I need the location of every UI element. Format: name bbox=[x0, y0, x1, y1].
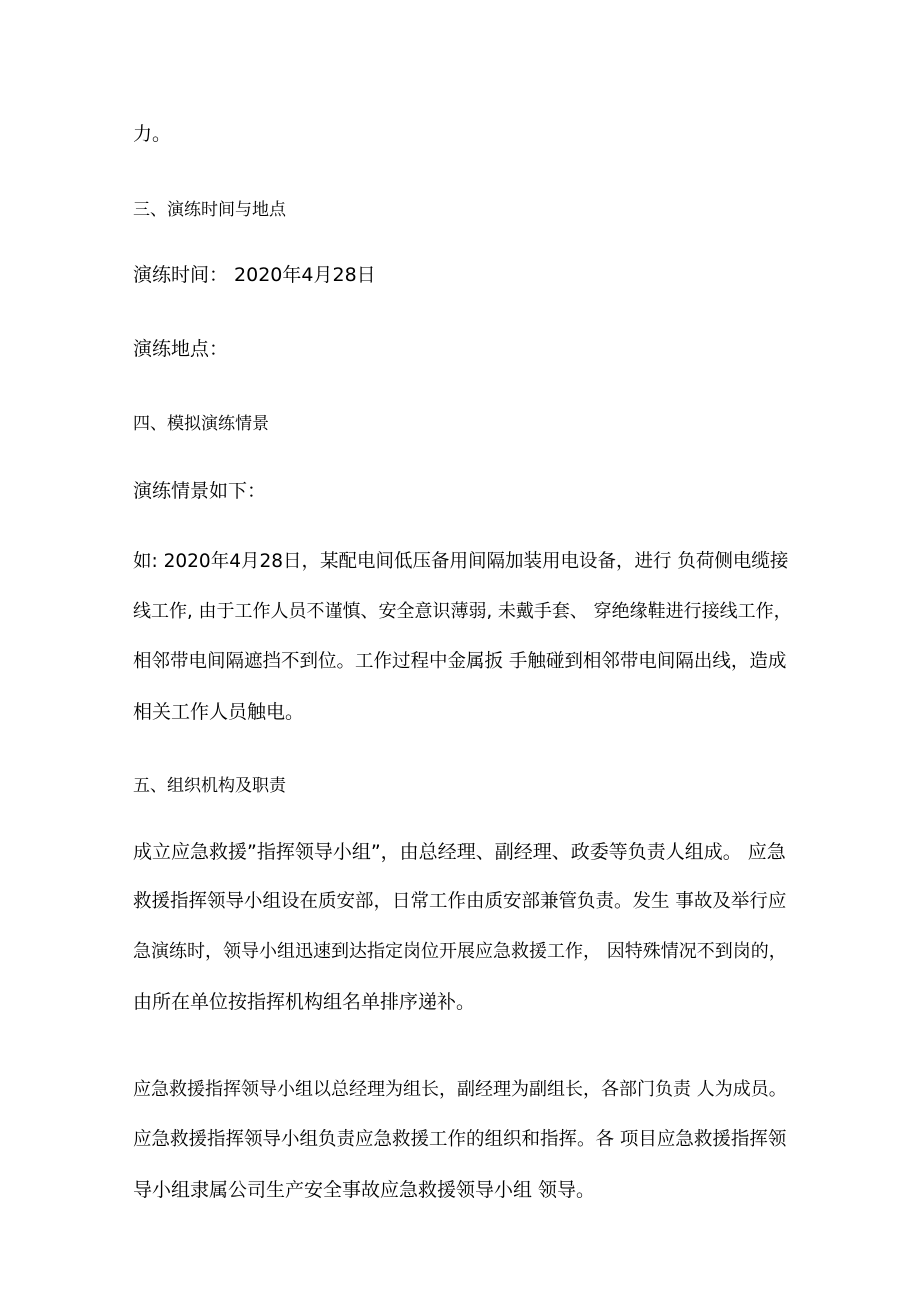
section-heading-3: 三、演练时间与地点 bbox=[133, 200, 286, 220]
scenario-line-4: 相关工作人员触电。 bbox=[133, 701, 305, 723]
org-paragraph-2-line-2: 应急救援指挥领导小组负责应急救援工作的组织和指挥。各 项目应急救援指挥领 bbox=[133, 1129, 787, 1150]
org-paragraph-1-line-2: 救援指挥领导小组设在质安部，日常工作由质安部兼管负责。发生 事故及举行应 bbox=[133, 891, 787, 912]
org-paragraph-2-line-1: 应急救援指挥领导小组以总经理为组长，副经理为副组长，各部门负责 人为成员。 bbox=[133, 1079, 787, 1100]
paragraph-continuation: 力。 bbox=[133, 123, 172, 145]
org-paragraph-2-line-3: 导小组隶属公司生产安全事故应急救援领导小组 领导。 bbox=[133, 1179, 596, 1201]
scenario-line-1: 如: 2020年4月28日，某配电间低压备用间隔加装用电设备，进行 负荷侧电缆接 bbox=[133, 551, 789, 572]
org-paragraph-1-line-4: 由所在单位按指挥机构组名单排序递补。 bbox=[133, 991, 476, 1013]
scenario-intro: 演练情景如下： bbox=[133, 480, 267, 502]
section-heading-4: 四、模拟演练情景 bbox=[133, 414, 269, 434]
scenario-line-2: 线工作, 由于工作人员不谨慎、安全意识薄弱, 未戴手套、 穿绝缘鞋进行接线工作， bbox=[133, 601, 792, 622]
org-paragraph-1-line-1: 成立应急救援”指挥领导小组”，由总经理、副经理、政委等负责人组成。 应急 bbox=[133, 841, 786, 863]
drill-time: 演练时间： 2020年4月28日 bbox=[133, 264, 376, 286]
section-heading-5: 五、组织机构及职责 bbox=[133, 776, 286, 796]
scenario-line-3: 相邻带电间隔遮挡不到位。工作过程中金属扳 手触碰到相邻带电间隔出线，造成 bbox=[133, 651, 787, 672]
drill-location: 演练地点： bbox=[133, 338, 229, 360]
org-paragraph-1-line-3: 急演练时，领导小组迅速到达指定岗位开展应急救援工作， 因特殊情况不到岗的， bbox=[133, 941, 787, 962]
